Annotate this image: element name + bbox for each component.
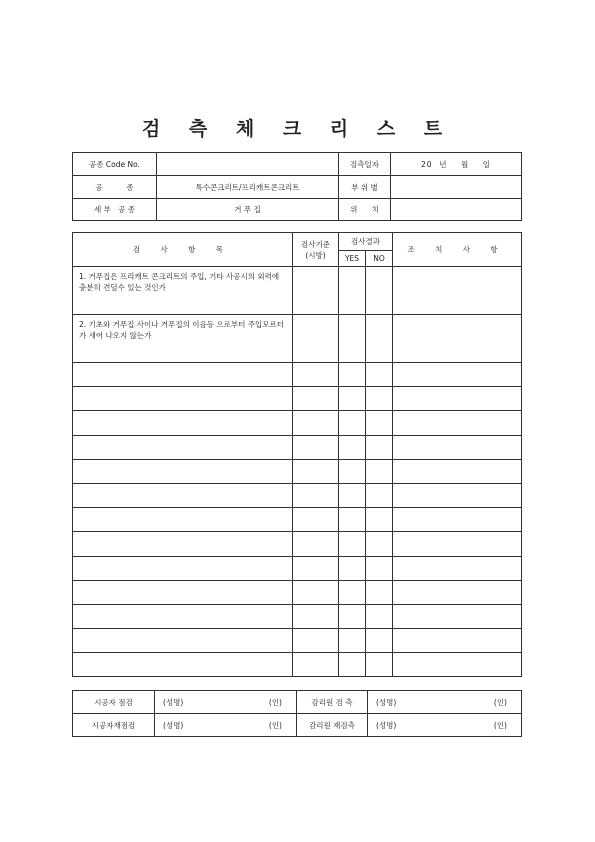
date-label: 검측일자	[339, 153, 391, 176]
action-cell[interactable]	[393, 653, 522, 677]
checklist-item-text	[73, 459, 293, 483]
code-label: 공종 Code No.	[73, 153, 157, 176]
criteria-cell[interactable]	[293, 459, 339, 483]
checklist-body	[73, 267, 522, 677]
action-cell[interactable]	[393, 435, 522, 459]
action-cell[interactable]	[393, 411, 522, 435]
action-cell[interactable]	[393, 532, 522, 556]
result-no-cell[interactable]	[366, 629, 393, 653]
action-cell[interactable]	[393, 556, 522, 580]
result-no-cell[interactable]	[366, 556, 393, 580]
supervisor-reinspect-seal: (인)	[448, 714, 522, 737]
checklist-row	[73, 435, 522, 459]
result-no-cell[interactable]	[366, 532, 393, 556]
checklist-row	[73, 556, 522, 580]
criteria-cell[interactable]	[293, 508, 339, 532]
dept-value-field[interactable]	[391, 176, 522, 199]
result-yes-cell[interactable]	[339, 459, 366, 483]
header-table	[72, 152, 522, 221]
criteria-cell[interactable]	[293, 267, 339, 315]
checklist-row	[73, 580, 522, 604]
detail-work-value: 거 푸 집	[157, 199, 339, 221]
result-yes-cell[interactable]	[339, 315, 366, 363]
col-header-items: 검 사 항 목	[73, 233, 293, 267]
checklist-item-text	[73, 629, 293, 653]
col-header-yes: YES	[339, 251, 366, 267]
action-cell[interactable]	[393, 580, 522, 604]
action-cell[interactable]	[393, 387, 522, 411]
criteria-cell[interactable]	[293, 604, 339, 628]
action-cell[interactable]	[393, 604, 522, 628]
contractor-recheck-seal: (인)	[227, 714, 297, 737]
action-cell[interactable]	[393, 267, 522, 315]
checklist-row	[73, 483, 522, 507]
work-type-label: 공 종	[73, 176, 157, 199]
result-yes-cell[interactable]	[339, 267, 366, 315]
action-cell[interactable]	[393, 315, 522, 363]
result-no-cell[interactable]	[366, 459, 393, 483]
contractor-recheck-label: 시공자재점검	[73, 714, 155, 737]
result-no-cell[interactable]	[366, 604, 393, 628]
dept-label: 부 위 별	[339, 176, 391, 199]
result-yes-cell[interactable]	[339, 629, 366, 653]
result-yes-cell[interactable]	[339, 532, 366, 556]
checklist-item-text	[73, 556, 293, 580]
criteria-cell[interactable]	[293, 411, 339, 435]
checklist-item-text	[73, 363, 293, 387]
result-no-cell[interactable]	[366, 483, 393, 507]
action-cell[interactable]	[393, 459, 522, 483]
criteria-cell[interactable]	[293, 629, 339, 653]
result-yes-cell[interactable]	[339, 435, 366, 459]
checklist-row	[73, 387, 522, 411]
action-cell[interactable]	[393, 508, 522, 532]
result-yes-cell[interactable]	[339, 556, 366, 580]
result-no-cell[interactable]	[366, 267, 393, 315]
result-yes-cell[interactable]	[339, 363, 366, 387]
col-header-action: 조 치 사 항	[393, 233, 522, 267]
criteria-cell[interactable]	[293, 435, 339, 459]
checklist-item-text: 2. 기초와 거푸집 사이나 거푸집의 이음등 으로부터 주입모르터가 새어 나오지 않는가	[73, 315, 293, 363]
criteria-cell[interactable]	[293, 532, 339, 556]
checklist-item-text	[73, 483, 293, 507]
col-header-criteria-line1: 검사기준	[301, 239, 330, 249]
supervisor-inspect-seal: (인)	[448, 691, 522, 714]
contractor-check-seal: (인)	[227, 691, 297, 714]
criteria-cell[interactable]	[293, 315, 339, 363]
checklist-item-text: 1. 거푸집은 프리캐트 콘크리트의 주입, 기타 사공시의 외력에 충분히 견딜수 있는 것인가	[73, 267, 293, 315]
checklist-row	[73, 629, 522, 653]
result-no-cell[interactable]	[366, 387, 393, 411]
checklist-item-text	[73, 604, 293, 628]
result-yes-cell[interactable]	[339, 604, 366, 628]
checklist-item-text	[73, 411, 293, 435]
checklist-row	[73, 267, 522, 315]
result-yes-cell[interactable]	[339, 411, 366, 435]
detail-work-label: 세 부 공 종	[73, 199, 157, 221]
location-label: 위 치	[339, 199, 391, 221]
result-no-cell[interactable]	[366, 580, 393, 604]
checklist-row	[73, 315, 522, 363]
supervisor-inspect-label: 감리원 검 측	[297, 691, 368, 714]
col-header-criteria	[293, 233, 339, 267]
location-value-field[interactable]	[391, 199, 522, 221]
col-header-no: NO	[366, 251, 393, 267]
checklist-item-text	[73, 435, 293, 459]
result-yes-cell[interactable]	[339, 387, 366, 411]
checklist-row	[73, 411, 522, 435]
checklist-row	[73, 508, 522, 532]
checklist-table	[72, 232, 522, 677]
checklist-item-text	[73, 387, 293, 411]
action-cell[interactable]	[393, 363, 522, 387]
checklist-row	[73, 653, 522, 677]
signature-table	[72, 690, 522, 737]
contractor-check-name-field[interactable]: (성명)	[155, 691, 227, 714]
criteria-cell[interactable]	[293, 483, 339, 507]
supervisor-reinspect-name-field[interactable]: (성명)	[368, 714, 448, 737]
contractor-check-label: 시공자 점검	[73, 691, 155, 714]
result-yes-cell[interactable]	[339, 580, 366, 604]
criteria-cell[interactable]	[293, 580, 339, 604]
checklist-item-text	[73, 653, 293, 677]
action-cell[interactable]	[393, 483, 522, 507]
result-no-cell[interactable]	[366, 363, 393, 387]
result-no-cell[interactable]	[366, 411, 393, 435]
checklist-row	[73, 363, 522, 387]
result-yes-cell[interactable]	[339, 653, 366, 677]
criteria-cell[interactable]	[293, 653, 339, 677]
work-type-value: 특수콘크리트/프리캐트콘크리트	[157, 176, 339, 199]
result-no-cell[interactable]	[366, 435, 393, 459]
code-value-field[interactable]	[157, 153, 339, 176]
criteria-cell[interactable]	[293, 556, 339, 580]
col-header-result: 검사결과	[339, 233, 393, 251]
result-no-cell[interactable]	[366, 653, 393, 677]
action-cell[interactable]	[393, 629, 522, 653]
result-no-cell[interactable]	[366, 315, 393, 363]
checklist-item-text	[73, 580, 293, 604]
criteria-cell[interactable]	[293, 387, 339, 411]
checklist-row	[73, 459, 522, 483]
supervisor-reinspect-label: 감리원 재검측	[297, 714, 368, 737]
col-header-criteria-line2: (시방)	[305, 250, 326, 260]
result-yes-cell[interactable]	[339, 483, 366, 507]
date-value-field[interactable]: 20 년 월 일	[391, 153, 522, 176]
checklist-row	[73, 604, 522, 628]
checklist-item-text	[73, 508, 293, 532]
checklist-item-text	[73, 532, 293, 556]
result-no-cell[interactable]	[366, 508, 393, 532]
criteria-cell[interactable]	[293, 363, 339, 387]
supervisor-inspect-name-field[interactable]: (성명)	[368, 691, 448, 714]
result-yes-cell[interactable]	[339, 508, 366, 532]
checklist-row	[73, 532, 522, 556]
page-title: 검 측 체 크 리 스 트	[141, 118, 454, 140]
contractor-recheck-name-field[interactable]: (성명)	[155, 714, 227, 737]
